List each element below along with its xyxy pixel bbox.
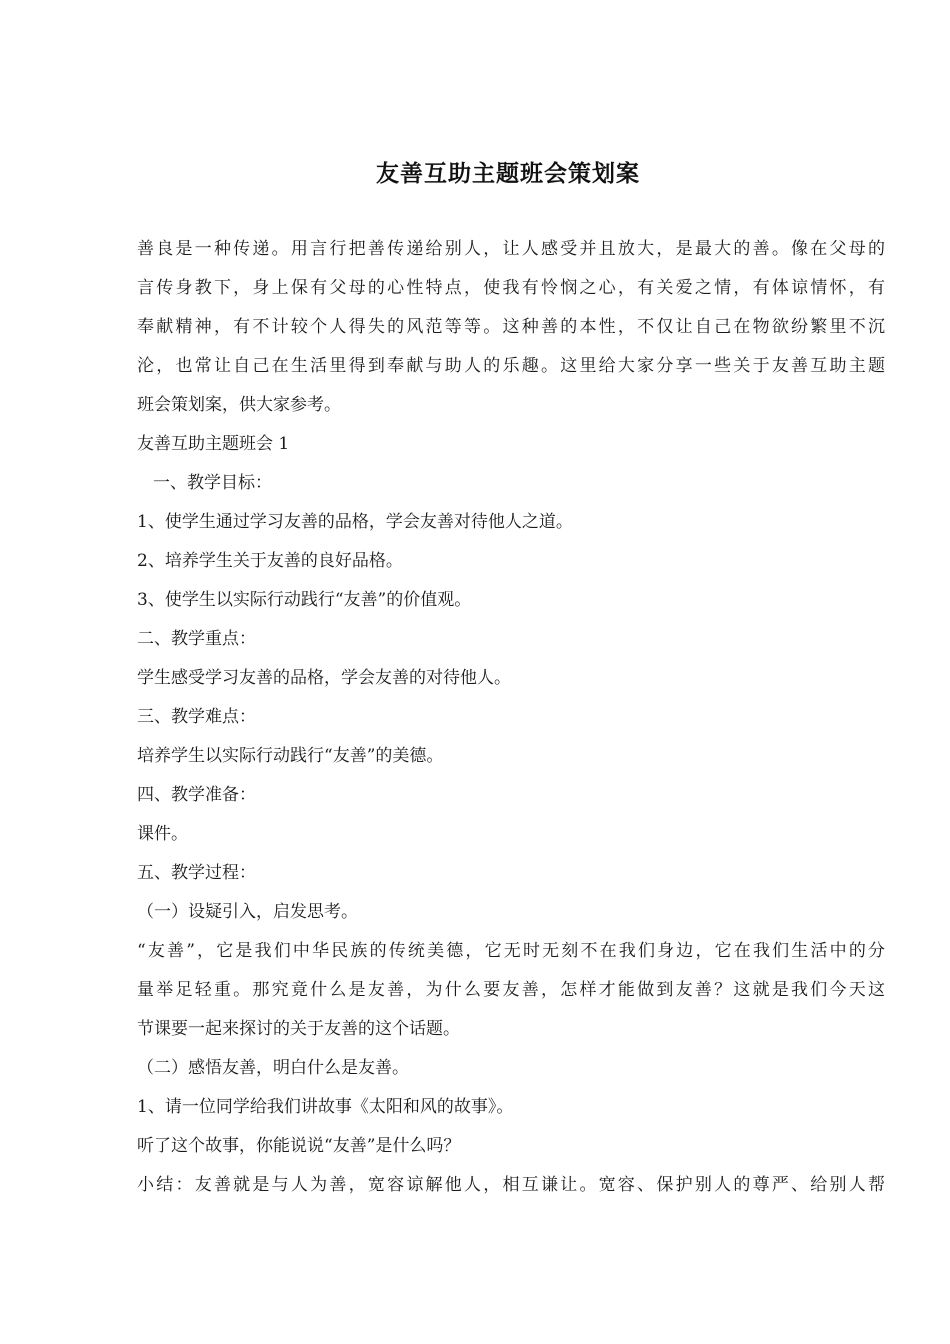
text-line: “友善”，它是我们中华民族的传统美德，它无时无刻不在我们身边，它在我们生活中的分: [137, 941, 885, 961]
text-line: 善良是一种传递。用言行把善传递给别人，让人感受并且放大，是最大的善。像在父母的: [137, 239, 885, 259]
text-line: 沦，也常让自己在生活里得到奉献与助人的乐趣。这里给大家分享一些关于友善互助主题: [137, 356, 885, 376]
text-line: 1、使学生通过学习友善的品格，学会友善对待他人之道。: [137, 512, 573, 532]
text-line: 言传身教下，身上保有父母的心性特点，使我有怜悯之心，有关爱之情，有体谅情怀，有: [137, 278, 885, 298]
text-line: 四、教学准备：: [137, 785, 256, 805]
text-line: 三、教学难点：: [137, 707, 256, 727]
text-line: 一、教学目标：: [153, 473, 272, 493]
text-line: 班会策划案，供大家参考。: [137, 395, 341, 415]
text-line: 听了这个故事，你能说说“友善”是什么吗？: [137, 1136, 461, 1156]
document-body: [137, 230, 885, 1205]
text-line: 1、请一位同学给我们讲故事《太阳和风的故事》。: [137, 1097, 514, 1117]
text-line: 友善互助主题班会 1: [137, 434, 290, 454]
text-line: 量举足轻重。那究竟什么是友善，为什么要友善，怎样才能做到友善？这就是我们今天这: [137, 980, 885, 1000]
text-line: 节课要一起来探讨的关于友善的这个话题。: [137, 1019, 460, 1039]
document-title: 友善互助主题班会策划案: [376, 161, 640, 187]
text-line: 小结：友善就是与人为善，宽容谅解他人，相互谦让。宽容、保护别人的尊严、给别人帮: [137, 1175, 885, 1195]
text-line: 3、使学生以实际行动践行“友善”的价值观。: [137, 590, 472, 610]
text-line: 2、培养学生关于友善的良好品格。: [137, 551, 403, 571]
text-line: 二、教学重点：: [137, 629, 256, 649]
text-line: 课件。: [137, 824, 188, 844]
text-line: 培养学生以实际行动践行“友善”的美德。: [137, 746, 444, 766]
text-line: （一）设疑引入，启发思考。: [137, 902, 358, 922]
text-line: 奉献精神，有不计较个人得失的风范等等。这种善的本性，不仅让自己在物欲纷繁里不沉: [137, 317, 885, 337]
text-line: 五、教学过程：: [137, 863, 256, 883]
text-line: （二）感悟友善，明白什么是友善。: [137, 1058, 409, 1078]
text-line: 学生感受学习友善的品格，学会友善的对待他人。: [137, 668, 511, 688]
